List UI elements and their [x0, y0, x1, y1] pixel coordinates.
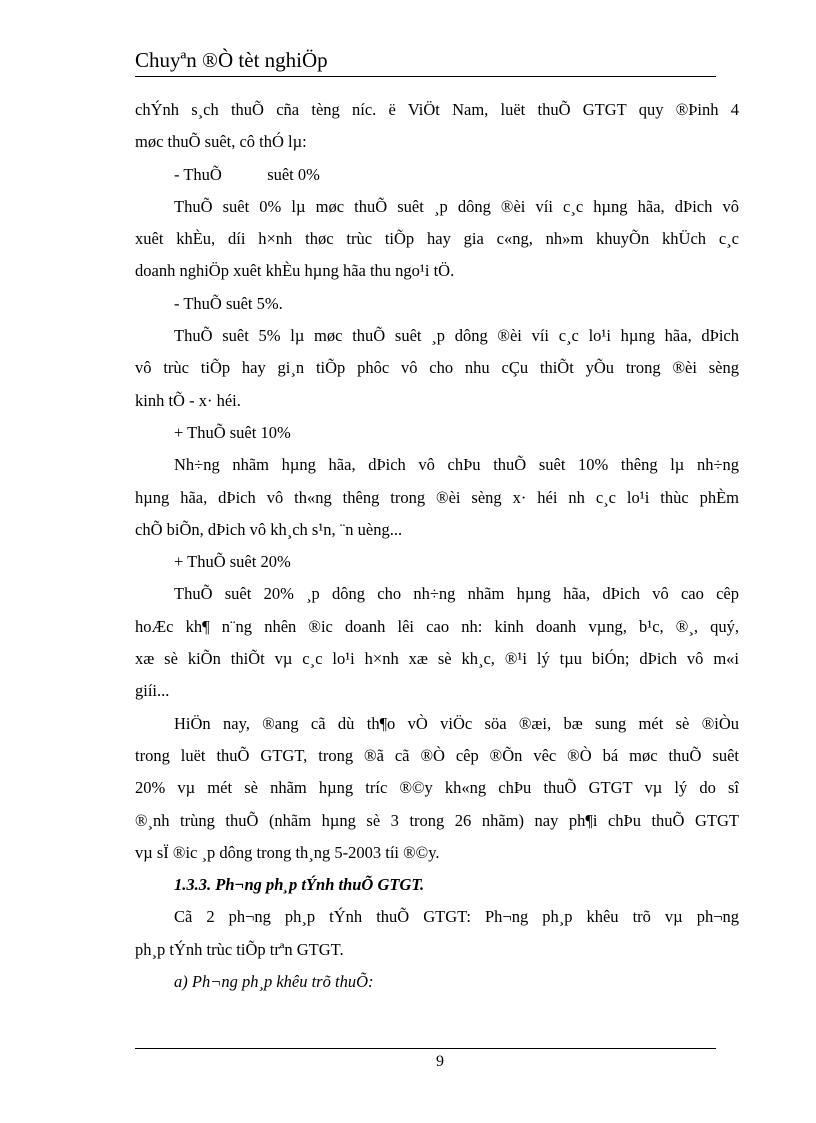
text-line: hoÆc kh¶ n¨ng nhên ®ic doanh lêi cao nh: kinh doanh vµng, b¹c, ®¸, quý,	[135, 616, 739, 636]
text-line: ®¸nh trùng thuÕ (nhãm hµng sè 3 trong 26 nhãm) nay ph¶i chÞu thuÕ GTGT	[135, 810, 739, 830]
text-line: Nh÷ng nhãm hµng hãa, dÞich vô chÞu thuÕ suêt 10% thêng lµ nh÷ng	[174, 455, 739, 475]
text-line: xæ sè kiÕn thiÕt vµ c¸c lo¹i h×nh xæ sè kh¸c, ®¹i lý tµu biÓn; dÞich vô m«i	[135, 649, 739, 669]
text-line: Cã 2 ph¬ng ph¸p tÝnh thuÕ GTGT: Ph¬ng ph¸p khêu trõ vµ ph¬ng	[174, 907, 739, 927]
section-heading: 1.3.3. Ph¬ng ph¸p tÝnh thuÕ GTGT.	[174, 875, 425, 895]
text-line: chÕ biÕn, dÞich vô kh¸ch s¹n, ¨n uèng...	[135, 519, 403, 539]
text-line: ThuÕ suêt 5% lµ møc thuÕ suêt ¸p dông ®èi víi c¸c lo¹i hµng hãa, dÞich	[174, 326, 739, 346]
text-line: chÝnh s¸ch thuÕ cña tèng níc. ë ViÖt Nam, luët thuÕ GTGT quy ®Þinh 4	[135, 100, 739, 119]
text-line: - ThuÕ suêt 5%.	[174, 293, 283, 313]
text-line: HiÖn nay, ®ang cã dù th¶o vÒ viÖc söa ®æi, bæ sung mét sè ®iÒu	[174, 713, 739, 733]
text-line: - ThuÕ suêt 0%	[174, 164, 320, 184]
text-line: ph¸p tÝnh trùc tiÕp trªn GTGT.	[135, 939, 344, 959]
text-line: møc thuÕ suêt, cô thÓ lµ:	[135, 132, 307, 152]
text-line: giíi...	[135, 681, 170, 701]
text-line: kinh tÕ - x· héi.	[135, 390, 241, 410]
document-body	[135, 94, 739, 998]
text-line: 20% vµ mét sè nhãm hµng tríc ®©y kh«ng chÞu thuÕ GTGT vµ lý do sî	[135, 778, 739, 798]
subsection-heading: a) Ph¬ng ph¸p khêu trõ thuÕ:	[174, 972, 374, 992]
text-line: hµng hãa, dÞich vô th«ng thêng trong ®èi sèng x· héi nh c¸c lo¹i thùc phÈm	[135, 487, 739, 507]
footer-rule	[135, 1048, 716, 1049]
text-line: + ThuÕ suêt 20%	[174, 552, 291, 572]
text-line: xuêt khÈu, díi h×nh thøc trùc tiÕp hay gia c«ng, nh»m khuyÕn khÜch c¸c	[135, 229, 739, 249]
text-line: vµ sÏ ®ic ¸p dông trong th¸ng 5-2003 tíi ®©y.	[135, 842, 440, 862]
text-line: ThuÕ suêt 0% lµ møc thuÕ suêt ¸p dông ®èi víi c¸c hµng hãa, dÞich vô	[174, 196, 739, 216]
page-number: 9	[436, 1053, 444, 1070]
text-line: + ThuÕ suêt 10%	[174, 422, 291, 442]
text-line: trong luët thuÕ GTGT, trong ®ã cã ®Ò cêp ®Õn vêc ®Ò bá møc thuÕ suêt	[135, 745, 739, 765]
page-header: Chuyªn ®Ò tèt nghiÖp	[135, 48, 328, 72]
text-line: vô trùc tiÕp hay gi¸n tiÕp phôc vô cho nhu cÇu thiÕt yÕu trong ®èi sèng	[135, 358, 739, 378]
text-line: doanh nghiÖp xuêt khÈu hµng hãa thu ngo¹i tÖ.	[135, 261, 455, 281]
text-line: ThuÕ suêt 20% ¸p dông cho nh÷ng nhãm hµng hãa, dÞich vô cao cêp	[174, 584, 739, 604]
header-rule	[135, 76, 716, 77]
